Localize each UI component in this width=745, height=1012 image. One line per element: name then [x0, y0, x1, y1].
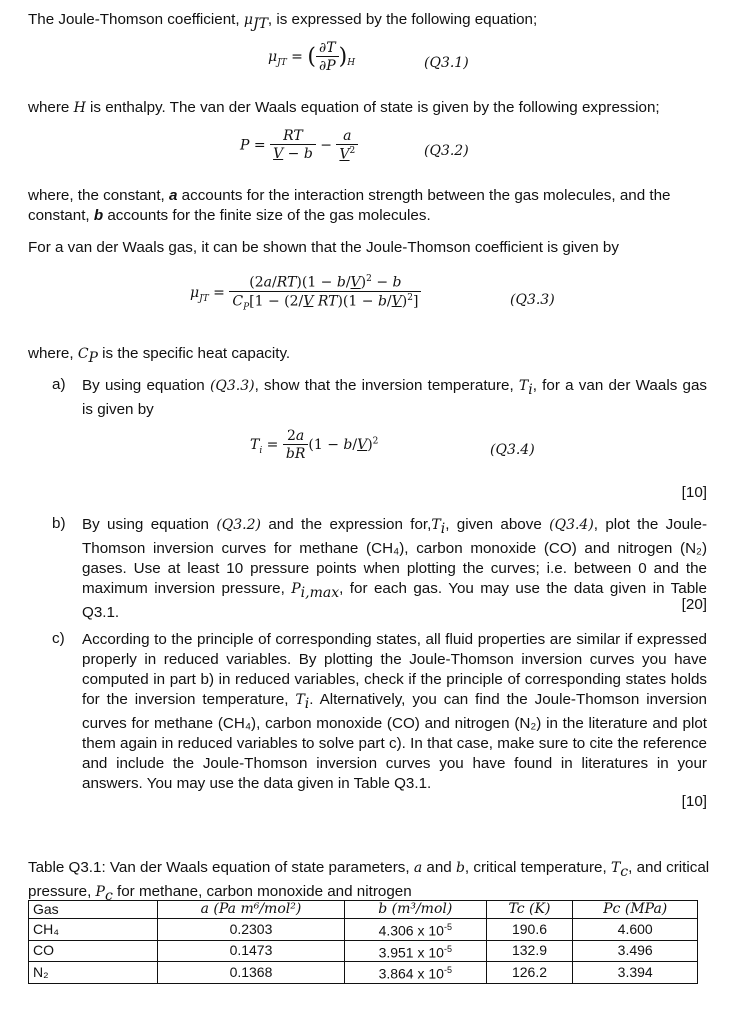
intro-text: where, — [28, 345, 78, 362]
part-b-text-segment: , for each gas. You may use the data given in Table Q3.1. — [82, 580, 707, 622]
part-a-text-segment: By using equation — [82, 377, 210, 394]
part-c-text — [82, 630, 707, 794]
header-tc: Tc (K) — [486, 901, 573, 919]
cell-pc: 3.394 — [573, 962, 698, 984]
cell-tc: 132.9 — [486, 940, 573, 962]
part-b-label: b) — [52, 515, 66, 532]
cell-b-mantissa: 3.864 x 10 — [378, 965, 444, 982]
part-b-text-segment: and the expression for, — [261, 516, 432, 533]
intro-text: is enthalpy. The van der Waals equation of state is given by the following expression; — [85, 99, 660, 116]
table-row — [29, 962, 698, 984]
caption-text: , critical temperature, — [464, 859, 611, 876]
caption-symbol-pc: P — [95, 884, 105, 901]
header-gas: Gas — [29, 901, 158, 919]
part-b-text — [82, 515, 707, 623]
part-c-text-segment: . Alternatively, you can find the Joule-Thomson inversion curves for methane (CH₄), carbon monoxide (CO) and nitrogen (N₂) in the literature and plot them again in reduced variables to solve part c). In that case, make sure to cite the reference and include the Joule-Thomson inversion curves you have found in literatures in your answers. You may use the data given in Table Q3.1. — [82, 691, 707, 793]
table-row — [29, 940, 698, 962]
cell-pc: 3.496 — [573, 940, 698, 962]
table-caption — [28, 858, 718, 906]
intro-text: where — [28, 99, 74, 116]
intro-text: accounts for the interaction strength between the gas molecules, and the constant, — [28, 187, 671, 224]
table-header-row — [29, 901, 698, 919]
header-pc: Pc (MPa) — [573, 901, 698, 919]
equation-number-q3-3: (Q3.3) — [510, 292, 555, 308]
pmax-symbol: P — [291, 581, 301, 598]
caption-symbol-tc: T — [610, 860, 621, 876]
equation-number-q3-4: (Q3.4) — [490, 442, 535, 458]
ti-symbol: T — [295, 692, 305, 708]
part-b-marks: [20] — [681, 596, 707, 613]
ti-subscript: i — [528, 382, 533, 399]
cell-b — [344, 919, 486, 941]
equation-q3-1: $\mu_{JT}$ = ( $\frac{\partial T}{\partial P}$ )$_H$ — [268, 40, 356, 74]
intro-text: The Joule-Thomson coefficient, — [28, 11, 244, 28]
constant-b: b — [93, 207, 104, 224]
cell-tc: 126.2 — [486, 962, 573, 984]
equation-reference: (Q3.2) — [216, 517, 261, 533]
cell-b-exponent: -5 — [443, 965, 452, 976]
caption-symbol-b: b — [455, 860, 465, 876]
caption-symbol-a: a — [413, 860, 423, 876]
part-a-text — [82, 376, 707, 420]
pmax-subscript: i,max — [300, 585, 340, 602]
cell-gas: N₂ — [29, 962, 158, 984]
constant-a: a — [169, 187, 178, 204]
cell-b-mantissa: 4.306 x 10 — [378, 922, 444, 939]
header-a: a (Pa m⁶/mol²) — [158, 901, 345, 919]
equation-reference: (Q3.4) — [549, 517, 594, 533]
equation-q3-4: $T_i$ = $\frac{2a}{bR}$ $(1 - b/V)^2$ — [250, 428, 379, 462]
intro-paragraph-2 — [28, 98, 718, 118]
caption-text: Table Q3.1: Van der Waals equation of state parameters, — [28, 859, 414, 876]
caption-symbol-tc-sub: c — [620, 864, 629, 881]
caption-text: and — [422, 859, 456, 876]
intro-paragraph-4: For a van der Waals gas, it can be shown that the Joule-Thomson coefficient is given by — [28, 239, 619, 256]
cp-subscript: P — [88, 350, 98, 367]
intro-text: where, the constant, — [28, 187, 169, 204]
part-b-text-segment: By using equation — [82, 516, 217, 533]
cell-gas: CH₄ — [29, 919, 158, 941]
intro-paragraph-5 — [28, 344, 718, 368]
cell-a: 0.2303 — [158, 919, 345, 941]
intro-paragraph-1 — [28, 10, 718, 34]
part-c-marks: [10] — [681, 793, 707, 810]
ti-symbol: T — [518, 378, 529, 394]
intro-text: is the specific heat capacity. — [97, 345, 291, 362]
cell-a: 0.1368 — [158, 962, 345, 984]
table-row — [29, 919, 698, 941]
ti-subscript: i — [304, 696, 310, 713]
part-a-label: a) — [52, 376, 66, 393]
cell-gas: CO — [29, 940, 158, 962]
mu-subscript: JT — [252, 16, 268, 33]
ti-subscript: i — [440, 521, 446, 538]
mu-symbol: μ — [243, 12, 253, 28]
enthalpy-symbol: H — [73, 100, 86, 116]
part-a-text-segment: , for a van der Waals gas is given by — [82, 377, 707, 419]
intro-text: , is expressed by the following equation; — [267, 11, 538, 28]
cell-tc: 190.6 — [486, 919, 573, 941]
part-b-text-segment: , given above — [445, 516, 550, 533]
cp-symbol: C — [77, 346, 89, 362]
caption-text: for methane, carbon monoxide and nitrogen — [112, 883, 412, 901]
cell-a: 0.1473 — [158, 940, 345, 962]
cell-b-exponent: -5 — [443, 943, 452, 954]
part-c-text-segment: According to the principle of corresponding states, all fluid properties are similar if expressed properly in reduced variables. By plotting the Joule-Thomson inversion curves you have computed in part b) in reduced variables, check if the principle of corresponding states holds for the inversion temperature, — [82, 631, 707, 708]
cell-pc: 4.600 — [573, 919, 698, 941]
cell-b — [344, 962, 486, 984]
intro-paragraph-3 — [28, 186, 718, 226]
equation-reference: (Q3.3) — [209, 378, 255, 394]
header-b: b (m³/mol) — [344, 901, 486, 919]
intro-text: accounts for the finite size of the gas molecules. — [103, 207, 431, 224]
caption-symbol-pc-sub: c — [104, 888, 113, 905]
equation-q3-3: $\mu_{JT}$ = $\frac{(2a/RT)(1 - b/V)^2 - b}{C_P[1 - (2/V RT)(1 - b/V)^2]}$ — [190, 274, 421, 312]
part-a-text-segment: , show that the inversion temperature, — [254, 377, 519, 394]
cell-b — [344, 940, 486, 962]
equation-number-q3-1: (Q3.1) — [424, 55, 469, 71]
part-a-marks: [10] — [681, 484, 707, 501]
parameters-table — [28, 900, 698, 984]
caption-text: , and critical pressure, — [28, 859, 710, 901]
cell-b-exponent: -5 — [443, 922, 452, 932]
part-c-label: c) — [52, 630, 65, 647]
part-b-text-segment: , plot the Joule-Thomson inversion curves for methane (CH₄), carbon monoxide (CO) and nitrogen (N₂) gases. Use at least 10 pressure points when plotting the curves; i.e. between 0 and the maximum inversion pressure, — [82, 516, 707, 598]
ti-symbol: T — [431, 517, 441, 533]
equation-q3-2: P = $\frac{RT}{V - b}$ − $\frac{a}{V^2}$ — [240, 128, 358, 163]
equation-number-q3-2: (Q3.2) — [424, 143, 469, 159]
cell-b-mantissa: 3.951 x 10 — [378, 944, 444, 961]
